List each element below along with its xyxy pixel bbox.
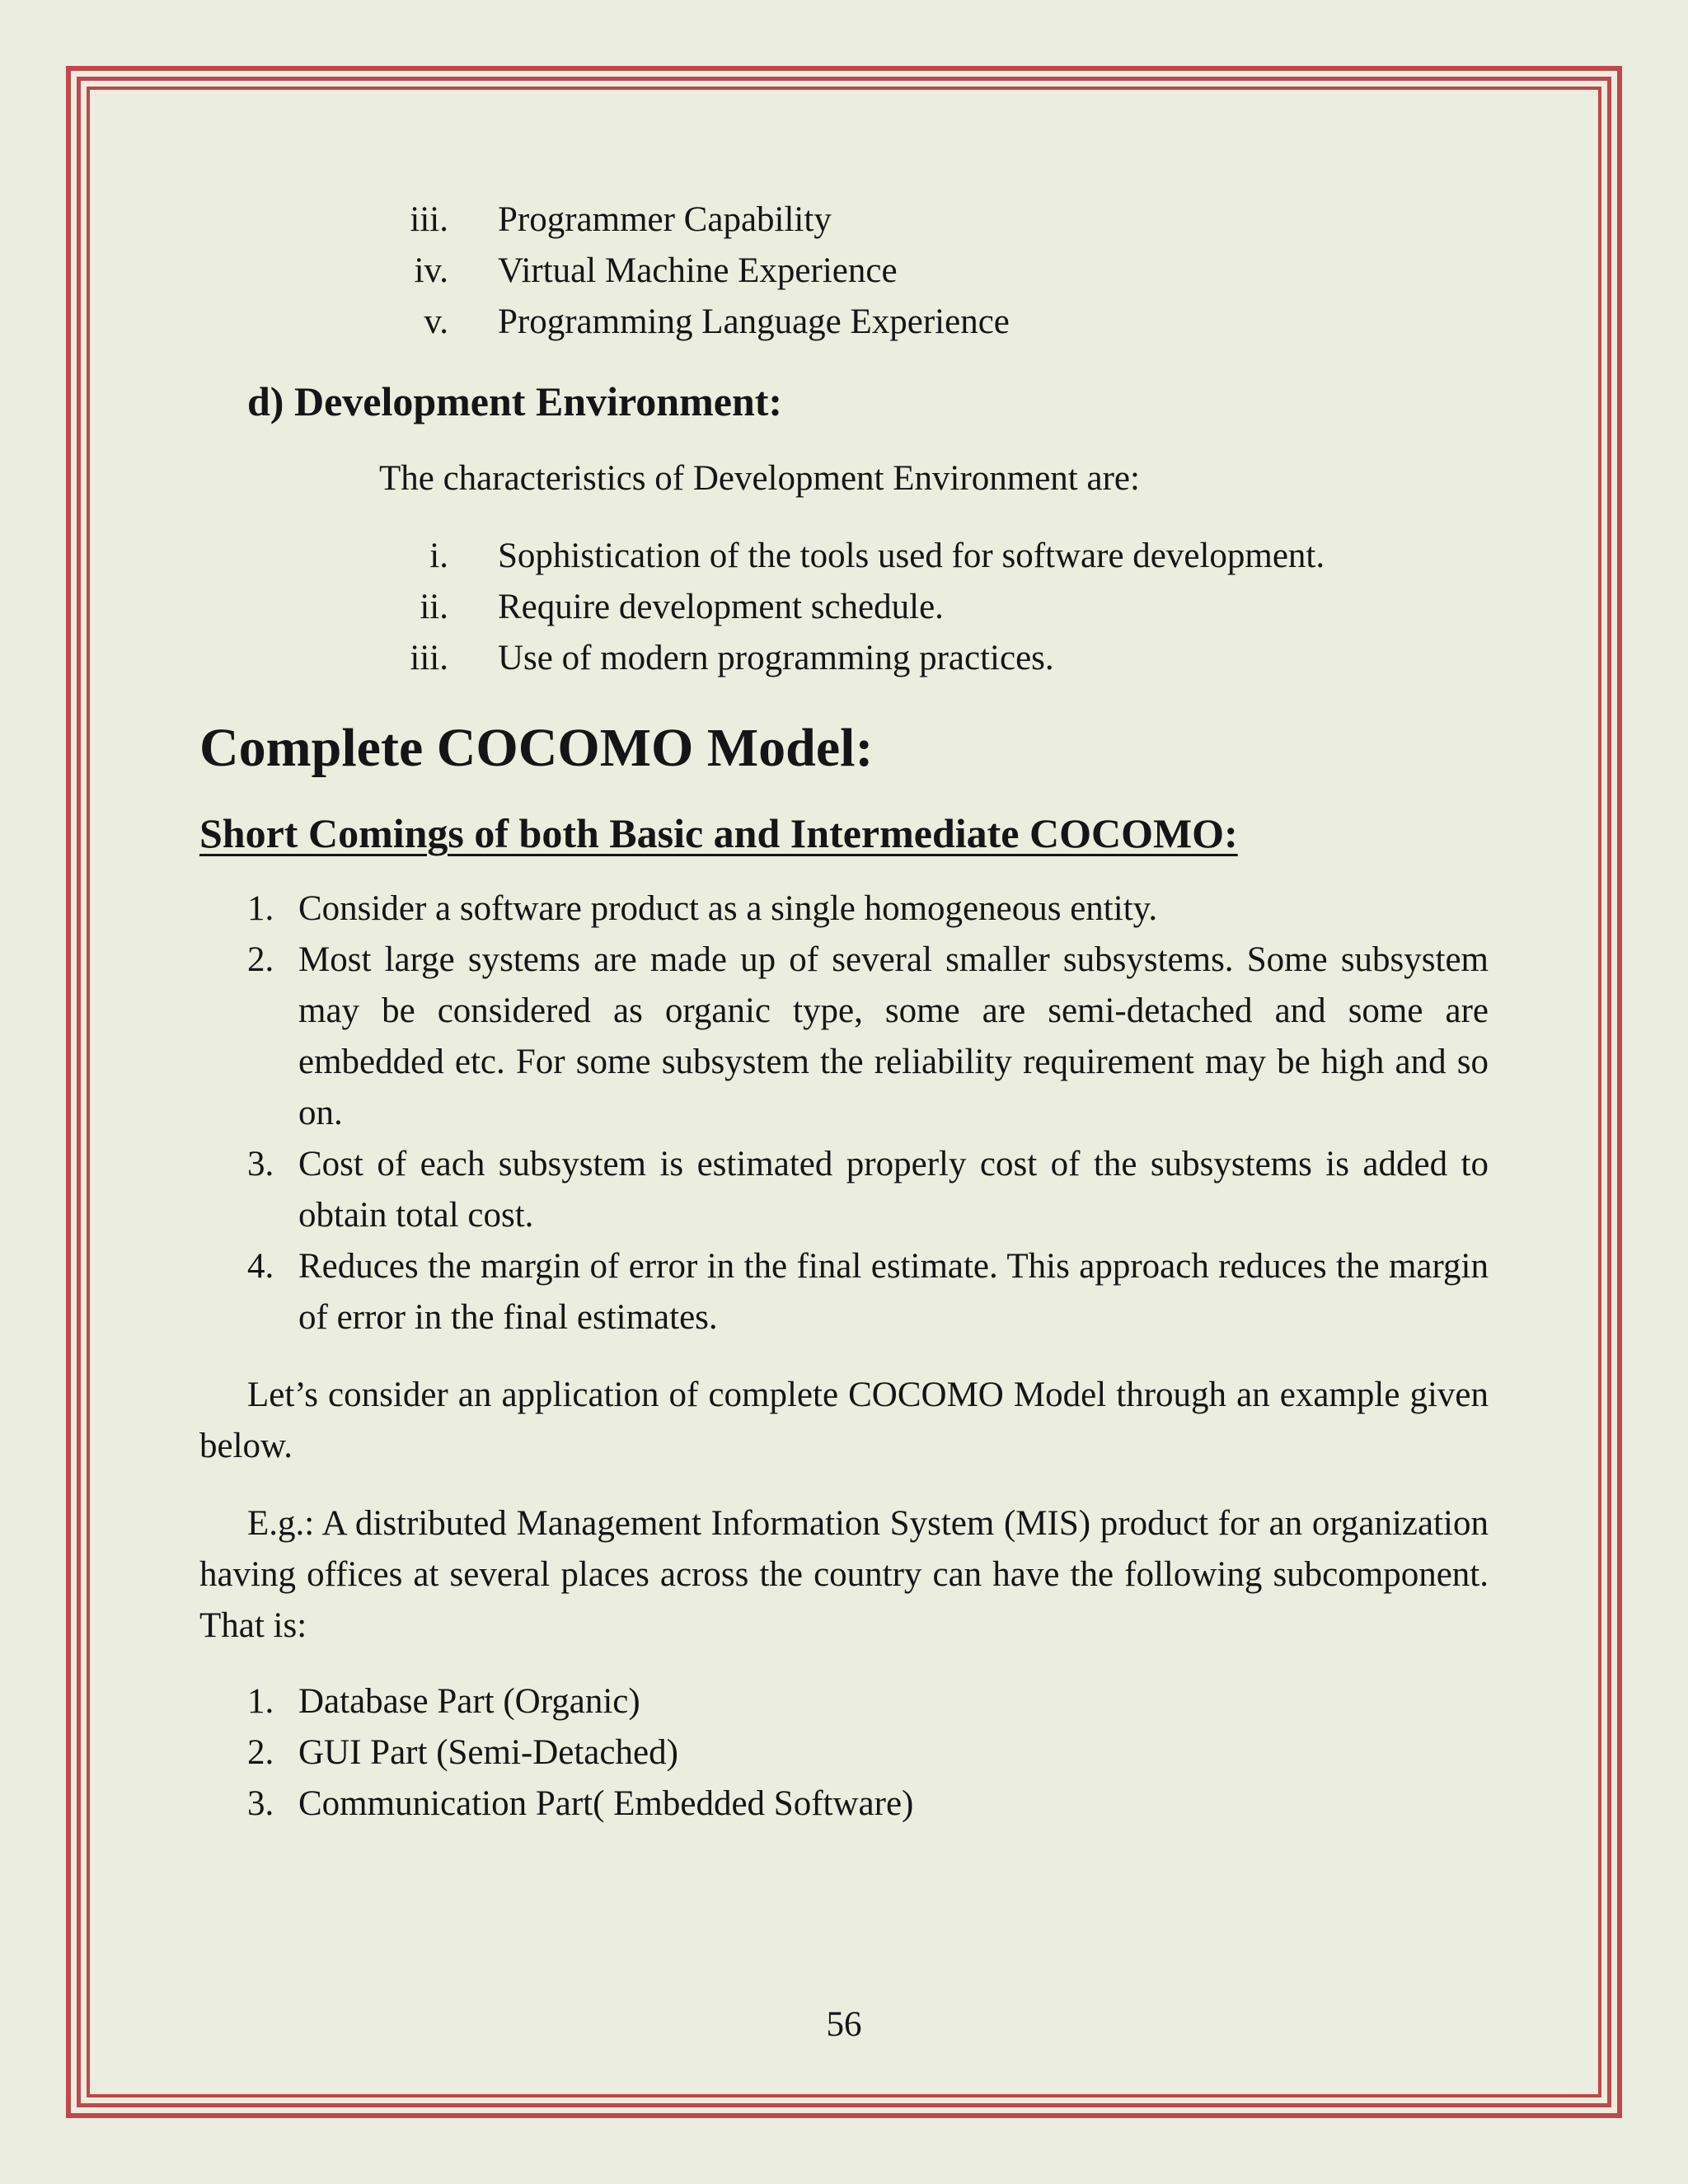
list-item [199,246,1489,297]
list-marker: iv. [414,251,448,290]
development-environment-heading: d) Development Environment: [247,378,783,424]
list-item [199,633,1489,684]
shortcomings-heading: Short Comings of both Basic and Intermediate COCOMO: [199,810,1238,856]
list-item-text: Cost of each subsystem is estimated properly cost of the subsystems is added to obtain total cost. [298,1145,1489,1235]
list-marker: ii. [420,588,448,626]
continued-roman-list [199,194,1489,348]
list-marker: i. [429,537,448,575]
list-item [199,883,1489,935]
list-marker: 1. [247,1682,274,1721]
subcomponents-list [199,1676,1489,1830]
list-item [199,582,1489,633]
list-item [199,531,1489,582]
list-marker: 2. [247,1733,274,1772]
list-item [199,1241,1489,1343]
list-item [199,194,1489,246]
list-item-text: Sophistication of the tools used for software development. [498,537,1325,575]
list-item [199,1676,1489,1727]
list-item-text: Programmer Capability [498,200,832,239]
list-marker: v. [424,302,448,341]
list-item-text: Use of modern programming practices. [498,639,1054,677]
list-item-text: Require development schedule. [498,588,944,626]
list-marker: 3. [247,1145,274,1183]
list-item-text: Programming Language Experience [498,302,1010,341]
example-intro-paragraph: Let’s consider an application of complete COCOMO Model through an example given below. [199,1376,1489,1465]
list-item [199,935,1489,1139]
list-item-text: Communication Part( Embedded Software) [298,1784,914,1823]
shortcomings-list [199,883,1489,1343]
list-item [199,1727,1489,1779]
list-item-text: Database Part (Organic) [298,1682,640,1721]
list-marker: iii. [410,200,448,239]
list-marker: 4. [247,1247,274,1286]
list-marker: 1. [247,889,274,928]
page-content [199,194,1489,1830]
example-paragraph: E.g.: A distributed Management Information System (MIS) product for an organization having offices at several places across the country can have the following subcomponent. That is: [199,1504,1489,1645]
list-marker: 3. [247,1784,274,1823]
page-number: 56 [826,2005,862,2044]
list-marker: iii. [410,639,448,677]
list-item-text: Reduces the margin of error in the final estimate. This approach reduces the margin of error in the final estimates. [298,1247,1489,1337]
development-environment-list [199,531,1489,684]
list-item [199,297,1489,348]
list-item-text: GUI Part (Semi-Detached) [298,1733,678,1772]
complete-cocomo-heading: Complete COCOMO Model: [199,718,874,778]
list-item [199,1779,1489,1830]
list-item [199,1139,1489,1241]
list-item-text: Virtual Machine Experience [498,251,898,290]
list-item-text: Consider a software product as a single homogeneous entity. [298,889,1158,928]
list-item-text: Most large systems are made up of several smaller subsystems. Some subsystem may be considered as organic type, some are semi-detached and some are embedded etc. For some subsystem the reliability requirement may be high and so on. [298,940,1489,1132]
list-marker: 2. [247,940,274,979]
development-environment-intro: The characteristics of Development Environment are: [379,459,1140,498]
